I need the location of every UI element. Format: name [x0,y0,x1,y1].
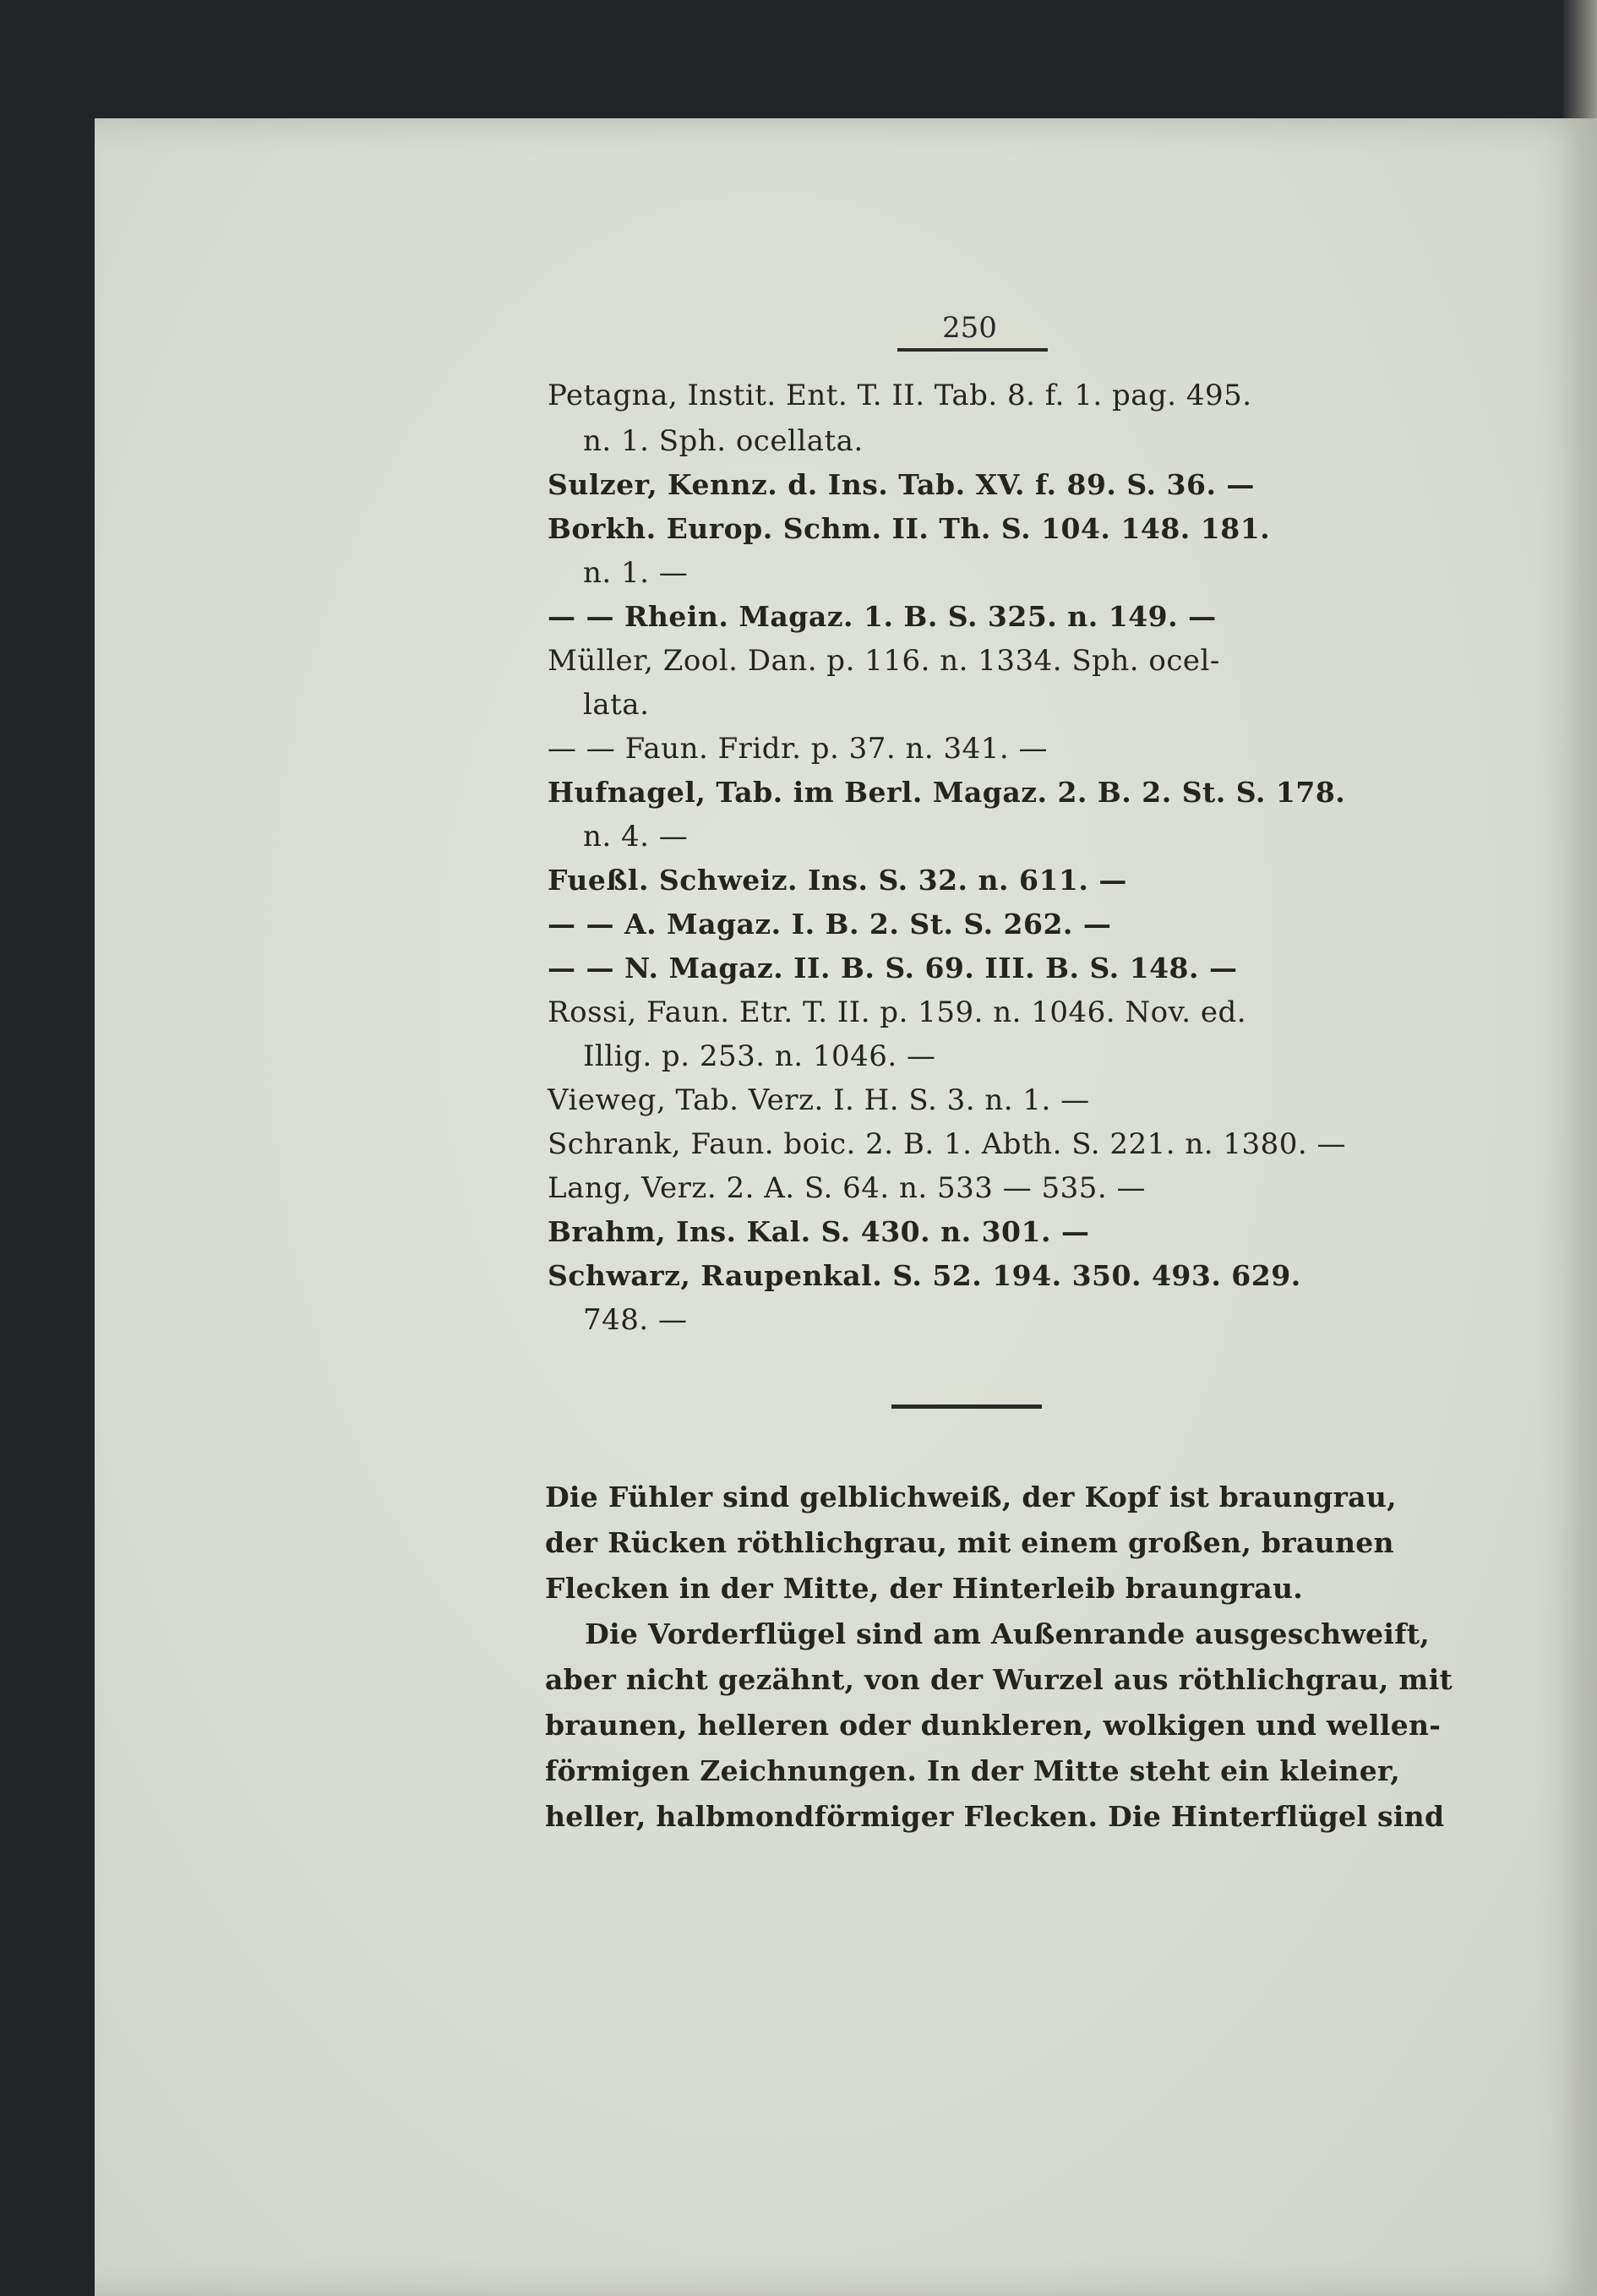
body-line: Die Vorderflügel sind am Außenrande ausgeschweift, [545,1617,1431,1650]
body-line: der Rücken röthlichgrau, mit einem großen, braunen [545,1526,1394,1559]
entry-line: — — N. Magaz. II. B. S. 69. III. B. S. 148. — [548,952,1238,984]
entry-line: Schwarz, Raupenkal. S. 52. 194. 350. 493. 629. [548,1259,1301,1292]
entry-line: Rossi, Faun. Etr. T. II. p. 159. n. 1046. Nov. ed. [548,995,1247,1029]
entry-line: n. 1. Sph. ocellata. [583,424,864,458]
entry-line: Müller, Zool. Dan. p. 116. n. 1334. Sph. ocel- [548,644,1220,678]
entry-line: Fueßl. Schweiz. Ins. S. 32. n. 611. — [548,864,1127,897]
page-number: 250 [942,311,997,345]
section-separator [891,1404,1042,1409]
entry-line: 748. — [583,1303,688,1337]
entry-line: Vieweg, Tab. Verz. I. H. S. 3. n. 1. — [548,1083,1090,1117]
entry-line: Lang, Verz. 2. A. S. 64. n. 533 — 535. — [548,1171,1146,1205]
entry-line: n. 4. — [583,820,689,854]
entry-line: n. 1. — [583,556,689,590]
entry-line: Petagna, Instit. Ent. T. II. Tab. 8. f. 1. pag. 495. [548,379,1252,412]
body-line: aber nicht gezähnt, von der Wurzel aus röthlichgrau, mit [545,1663,1453,1696]
body-line: Flecken in der Mitte, der Hinterleib braungrau. [545,1572,1304,1605]
entry-line: — — Rhein. Magaz. 1. B. S. 325. n. 149. — [548,600,1217,633]
header-rule [897,348,1048,352]
entry-line: lata. [583,688,650,722]
entry-line: Sulzer, Kennz. d. Ins. Tab. XV. f. 89. S. 36. — [548,468,1255,501]
body-line: förmigen Zeichnungen. In der Mitte steht ein kleiner, [545,1754,1401,1787]
entry-line: Brahm, Ins. Kal. S. 430. n. 301. — [548,1215,1090,1248]
entry-line: Hufnagel, Tab. im Berl. Magaz. 2. B. 2. St. S. 178. [548,776,1346,809]
body-line: heller, halbmondförmiger Flecken. Die Hinterflügel sind [545,1800,1445,1833]
entry-line: Borkh. Europ. Schm. II. Th. S. 104. 148. 181. [548,512,1271,545]
entry-line: — — A. Magaz. I. B. 2. St. S. 262. — [548,908,1112,941]
body-line: braunen, helleren oder dunkleren, wolkigen und wellen- [545,1709,1442,1742]
entry-line: Illig. p. 253. n. 1046. — [583,1039,936,1073]
entry-line: — — Faun. Fridr. p. 37. n. 341. — [548,732,1048,766]
entry-line: Schrank, Faun. boic. 2. B. 1. Abth. S. 221. n. 1380. — [548,1127,1347,1161]
body-line: Die Fühler sind gelblichweiß, der Kopf ist braungrau, [545,1481,1397,1513]
